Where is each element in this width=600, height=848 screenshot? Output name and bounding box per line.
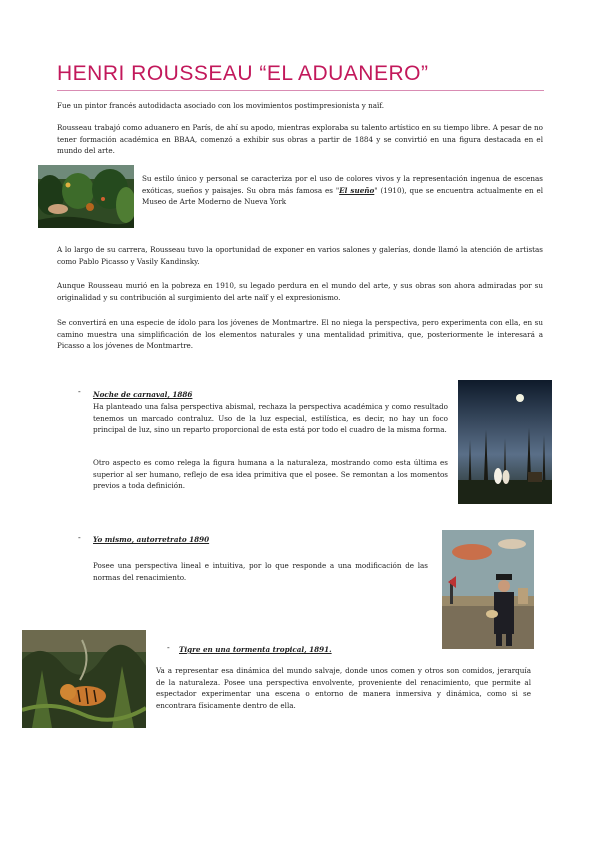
intro-paragraph: Fue un pintor francés autodidacta asociado con los movimientos postimpresionista y naïf.	[57, 101, 385, 110]
montmartre-paragraph: Se convertirá en una especie de ídolo para los jóvenes de Montmartre. El no niega la perspectiva, pero experimenta con ella, en su camino muestra una simplificación de los elementos naturales y una mentalidad primitiva, que, posteriormente le interesará a Picasso a los jóvenes de Montmartre.	[57, 318, 543, 350]
tigre-text: Va a representar esa dinámica del mundo salvaje, donde unos comen y otros son comidos, jerarquía de la naturaleza. Posee una perspectiva envolvente, proveniente del renacimiento, que permite al espectador experimentar una escena o entorno de manera inmersiva y dinámica, como si se encontrara físicamente dentro de ella.	[156, 666, 531, 710]
yo-mismo-text: Posee una perspectiva lineal e intuitiva, por lo que responde a una modificación de las normas del renacimiento.	[93, 561, 428, 582]
el-sueno-title: El sueño	[339, 185, 375, 195]
bullet-marker: -	[78, 387, 81, 396]
style-text-start: Su estilo único y personal se caracteriza por el uso de colores vivos y la representación ingenua de escenas exóticas, sueños y paisajes. Su obra más famosa es "	[142, 174, 543, 195]
noche-de-carnaval-painting	[458, 380, 552, 504]
noche-de-carnaval-text-2: Otro aspecto es como relega la figura humana a la naturaleza, mostrando como esta última es superior al ser humano, reflejo de esa idea primitiva que el posee. Se remontan a los momentos previos a toda definición.	[93, 458, 448, 490]
title-underline	[57, 90, 544, 91]
noche-de-carnaval-title: Noche de carnaval, 1886	[93, 390, 193, 399]
work-title	[93, 534, 433, 546]
bullet-marker: -	[167, 643, 170, 652]
bullet-marker: -	[78, 533, 81, 542]
yo-mismo-painting	[442, 530, 534, 649]
legacy-paragraph: Aunque Rousseau murió en la pobreza en 1910, su legado perdura en el mundo del arte, y sus obras son ahora admiradas por su originalidad y su contribución al surgimiento del arte naïf y el expresionismo.	[57, 281, 543, 302]
page-title: HENRI ROUSSEAU “EL ADUANERO”	[57, 62, 429, 85]
el-sueno-painting	[38, 165, 134, 228]
style-paragraph	[142, 173, 543, 208]
noche-de-carnaval-text: Ha planteado una falsa perspectiva abismal, rechaza la perspectiva académica y como resultado tenemos un marcado contraluz. Uso de la luz especial, estilística, es decir, no hay un foco principal de luz, sino un reparto proporcional de esta está por todo el cuadro de la misma forma.	[93, 402, 448, 434]
work-title	[179, 644, 539, 656]
work-title	[93, 389, 433, 401]
style-text-end: " (1910), que se encuentra actualmente en el Museo de Arte Moderno de Nueva York	[142, 185, 544, 206]
career-paragraph: A lo largo de su carrera, Rousseau tuvo la oportunidad de exponer en varios salones y galerías, donde llamó la atención de artistas como Pablo Picasso y Vasily Kandinsky.	[57, 245, 543, 266]
tigre-title: Tigre en una tormenta tropical, 1891.	[179, 645, 332, 654]
yo-mismo-title: Yo mismo, autorretrato 1890	[93, 535, 210, 544]
tigre-painting	[22, 630, 146, 728]
biography-paragraph: Rousseau trabajó como aduanero en París, de ahí su apodo, mientras exploraba su talento artístico en su tiempo libre. A pesar de no tener formación académica en BBAA, comenzó a exhibir sus obras a partir de 1884 y se convirtió en una figura destacada en el mundo del arte.	[57, 123, 543, 155]
